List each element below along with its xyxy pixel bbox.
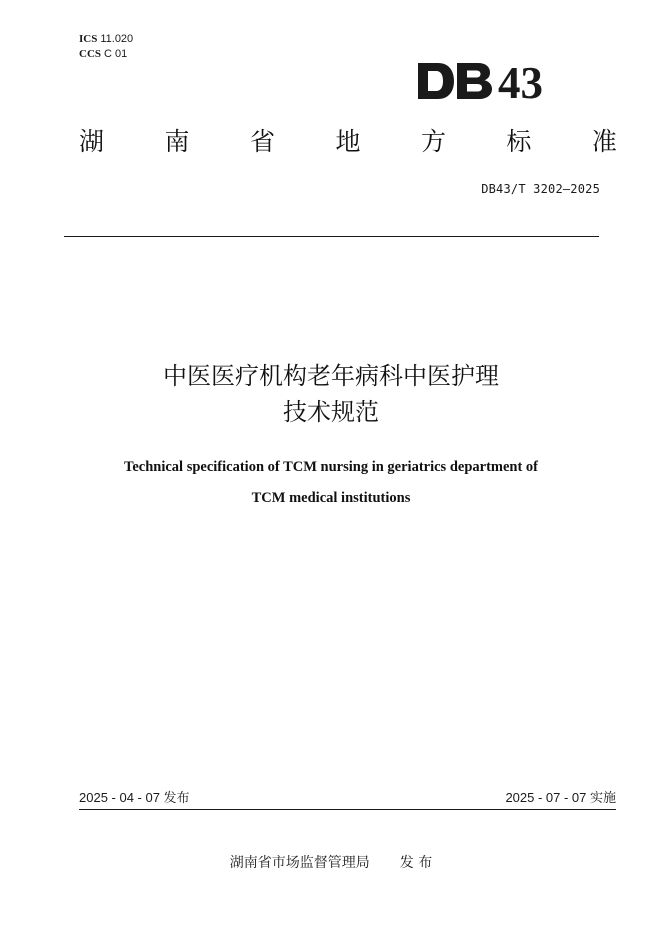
publisher — [0, 854, 662, 872]
standard-type-char: 南 — [164, 127, 190, 156]
standard-type-char: 地 — [335, 127, 361, 156]
footer-divider — [79, 809, 616, 810]
title-chinese-line2: 技术规范 — [283, 398, 379, 426]
standard-type-char: 省 — [249, 127, 275, 156]
document-number: DB43/T 3202—2025 — [481, 182, 600, 196]
standard-type-char: 湖 — [79, 127, 105, 156]
ics-label: ICS — [79, 33, 98, 45]
ccs-label: CCS — [79, 48, 102, 60]
standard-type-char: 准 — [591, 127, 617, 156]
standard-type — [79, 124, 617, 160]
title-chinese-line1: 中医医疗机构老年病科中医护理 — [163, 362, 499, 390]
issue-date: 2025 - 04 - 07 发布 — [79, 790, 190, 805]
implementation-date: 2025 - 07 - 07 实施 — [505, 790, 616, 805]
title-english-line2: TCM medical institutions — [251, 490, 411, 506]
standard-type-char: 方 — [420, 127, 446, 156]
ccs-value: C 01 — [104, 48, 128, 60]
title-chinese — [0, 358, 662, 430]
publisher-name: 湖南省市场监督管理局 — [229, 855, 370, 871]
title-english-line1: Technical specification of TCM nursing in geriatrics department of — [123, 459, 539, 475]
header-divider — [64, 236, 599, 237]
ccs-code — [79, 48, 127, 61]
ics-code — [79, 33, 133, 46]
standard-type-char: 标 — [506, 127, 532, 156]
publisher-action: 发 布 — [399, 855, 433, 871]
ics-value: 11.020 — [100, 33, 134, 45]
db43-logo — [418, 60, 563, 102]
svg-text:43: 43 — [498, 60, 543, 102]
